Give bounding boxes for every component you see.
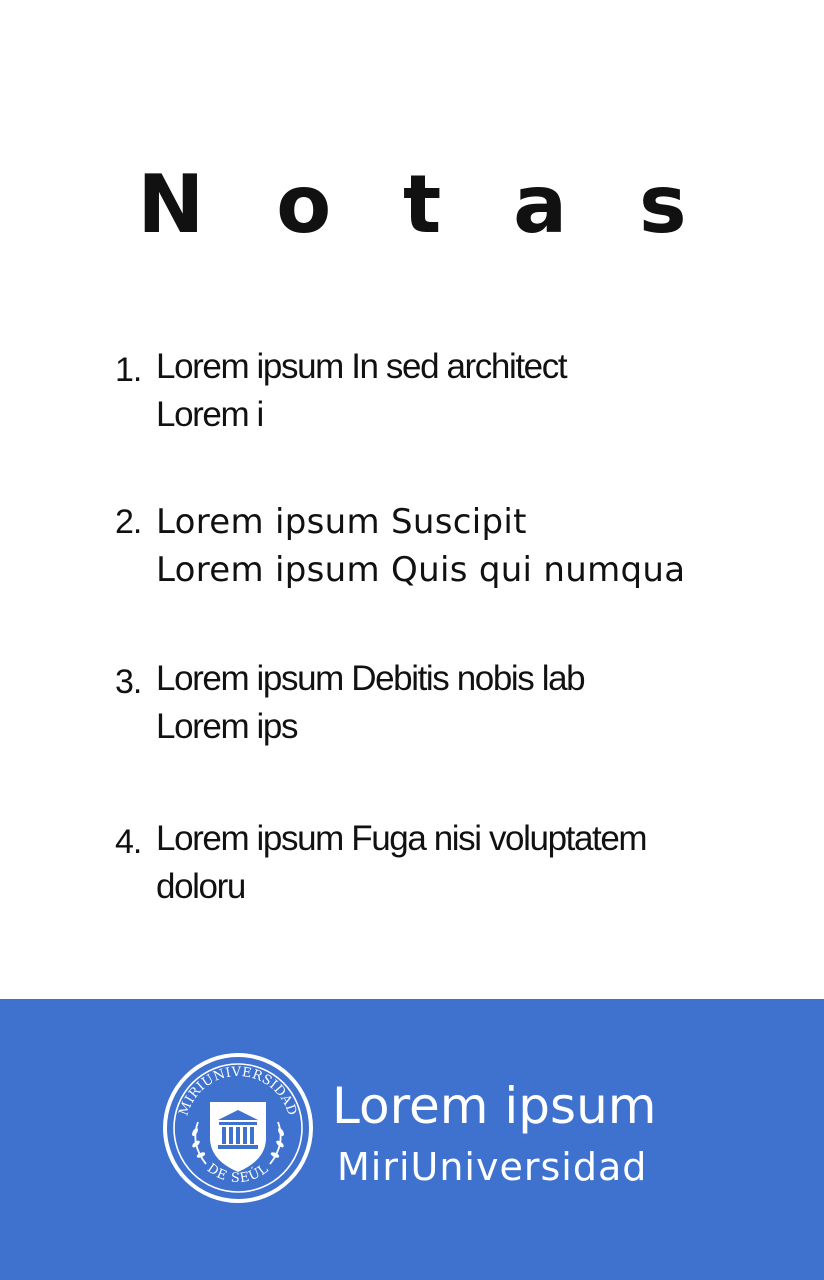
list-item-text — [156, 815, 646, 911]
list-item-line: Lorem ipsum Debitis nobis lab — [156, 659, 585, 698]
list-item-line: Lorem i — [156, 395, 263, 434]
seal-top-text: MIRIUNIVERSIDAD — [176, 1064, 300, 1118]
list-item-text — [156, 655, 584, 751]
list-item-number: 1. — [115, 351, 142, 389]
seal-bottom-text: DE SEÚL — [204, 1160, 272, 1187]
list-item-line: Lorem ipsum Fuga nisi voluptatem — [156, 819, 647, 858]
list-item-line: Lorem ipsum In sed architect — [156, 347, 567, 386]
list-item-text — [156, 343, 566, 439]
list-item — [115, 655, 735, 751]
list-item — [115, 815, 735, 911]
list-item-number: 4. — [115, 823, 142, 861]
list-item-number: 3. — [115, 663, 142, 701]
page-title: N o t a s — [137, 158, 709, 251]
university-seal-logo — [162, 1052, 314, 1204]
list-item-number: 2. — [115, 503, 142, 541]
brand-title: Lorem ipsum — [332, 1077, 657, 1135]
list-item — [115, 343, 735, 439]
list-item-line: Lorem ipsum Quis qui numqua — [156, 550, 686, 590]
list-item-line: Lorem ipsum Suscipit — [156, 502, 527, 542]
brand-subtitle: MiriUniversidad — [337, 1145, 648, 1189]
list-item-line: doloru — [156, 867, 245, 906]
list-item-text — [156, 498, 685, 594]
list-item — [115, 498, 735, 594]
list-item-line: Lorem ips — [156, 707, 298, 746]
footer-banner — [0, 999, 824, 1280]
